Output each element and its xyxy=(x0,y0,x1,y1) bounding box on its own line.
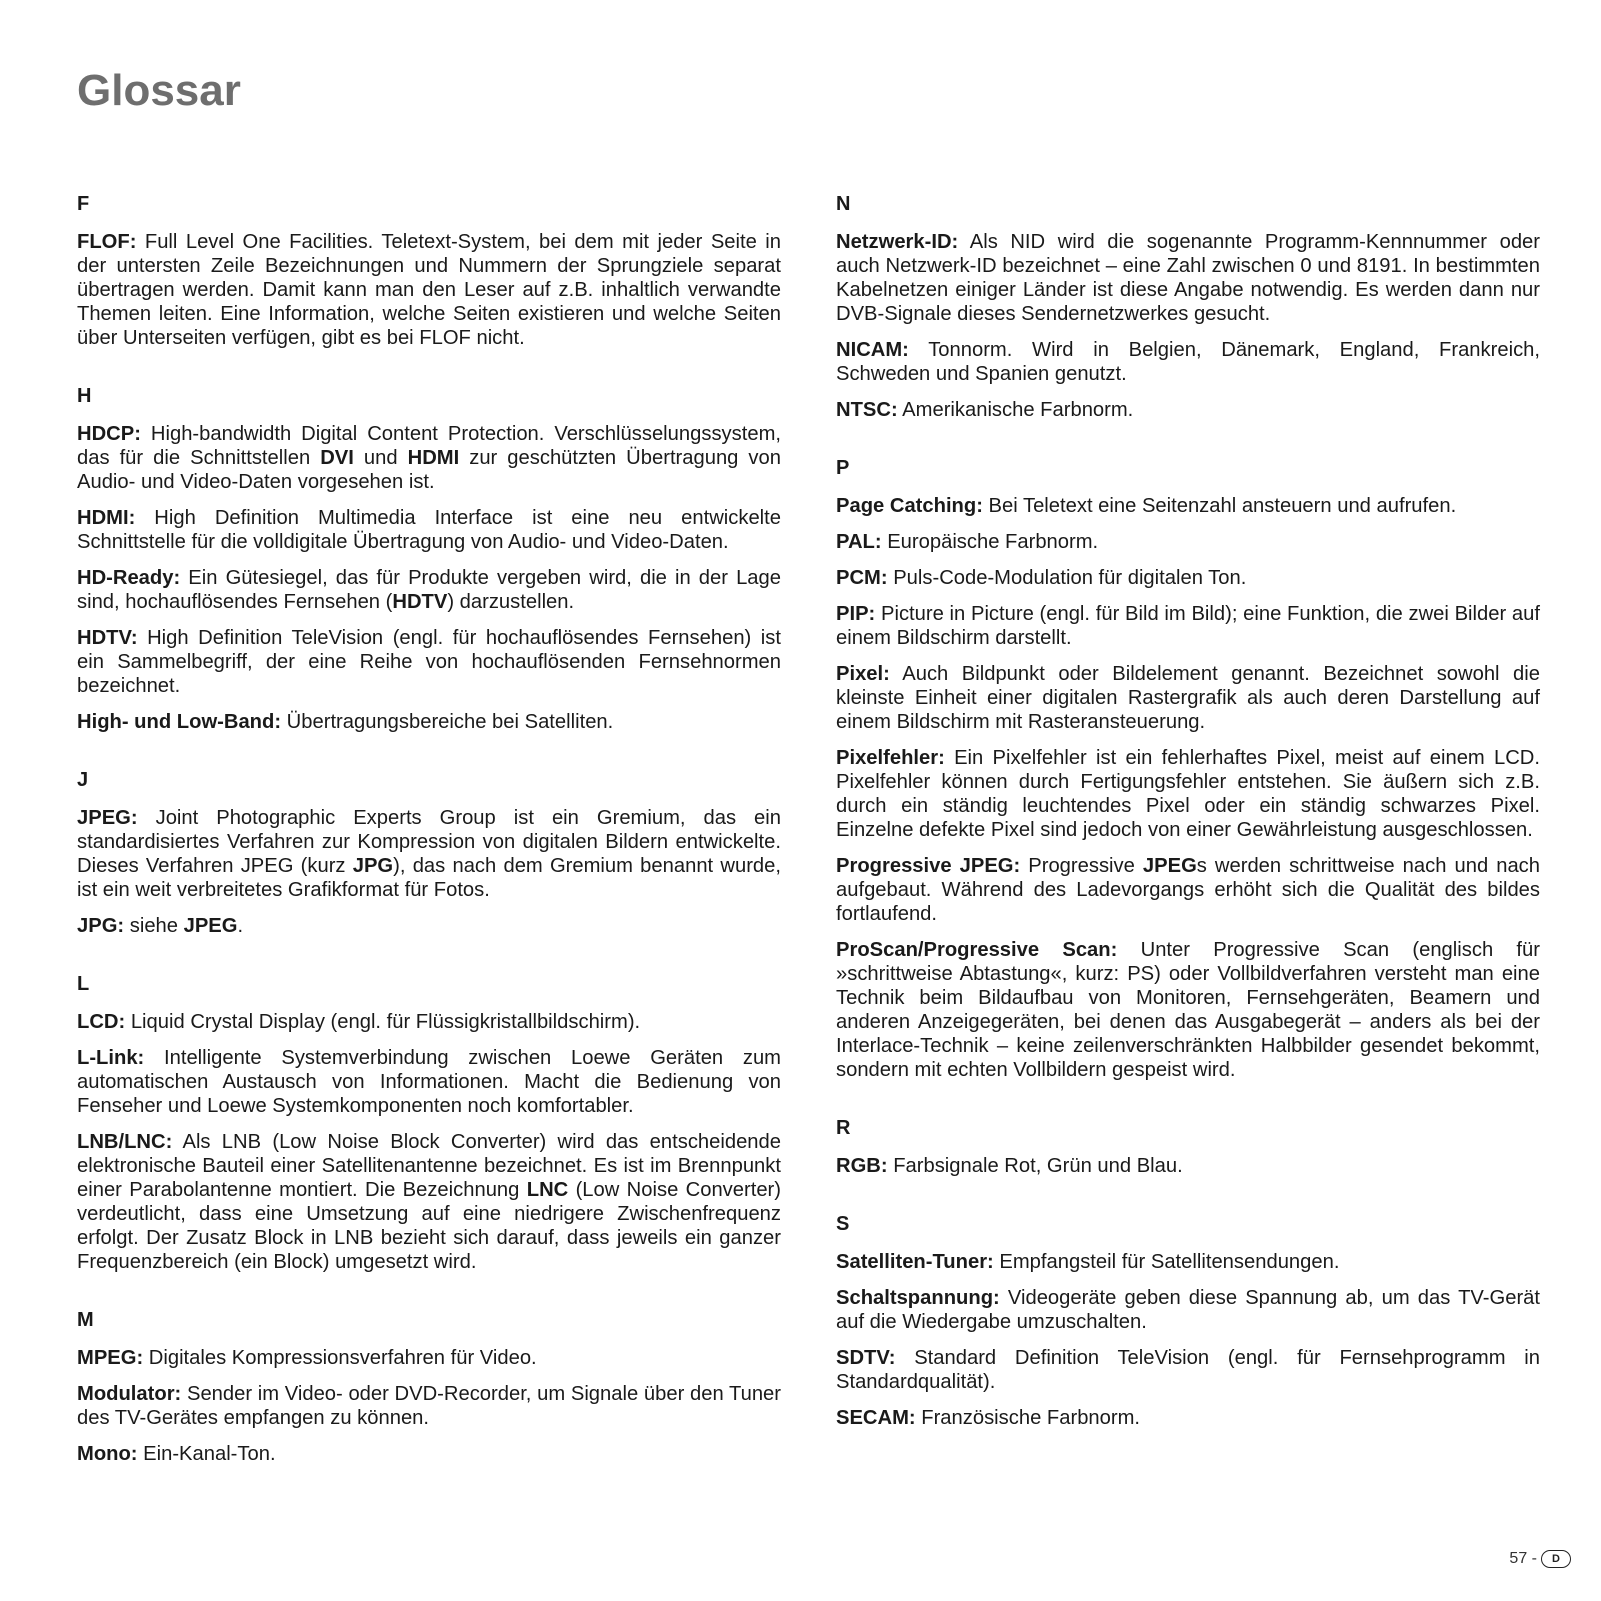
glossary-entry xyxy=(836,1346,1540,1394)
glossary-definition: Full Level One Facilities. Teletext-System, bei dem mit jeder Seite in der untersten Zeile Bezeichnungen und Nummern der Sprungziele separat übertragen werden. Damit kann man den Leser auf z.B. inhaltlich verwandte Themen leiten. Eine Information, welche Seiten existieren und welche Seiten über Unterseiten verfügen, gibt es bei FLOF nicht. xyxy=(77,231,781,349)
glossary-term: LNB/LNC: xyxy=(77,1131,173,1153)
glossary-definition: zur geschützten Übertragung von Audio- und Video-Daten vorgesehen ist. xyxy=(77,447,781,493)
section-letter: P xyxy=(836,457,850,479)
glossary-term: SDTV: xyxy=(836,1347,896,1369)
glossary-entry xyxy=(836,566,1540,590)
glossary-definition: Unter Progressive Scan (englisch für »schrittweise Abtastung«, kurz: PS) oder Vollbildverfahren versteht man eine Technik beim Bildaufbau von Monitoren, Fernsehgeräten, Beamern und anderen Anzeigegeräten, bei denen das Ausgabegerät – anders als bei der Interlace-Technik – keine zeilenverschränkten Halbbilder gesendet bekommt, sondern mit echten Vollbildern gespeist wird. xyxy=(836,939,1540,1081)
glossary-entry xyxy=(77,566,781,614)
section-letter: F xyxy=(77,193,90,215)
glossary-section xyxy=(77,192,781,350)
glossary-entry xyxy=(77,914,781,938)
glossary-definition: Französische Farbnorm. xyxy=(915,1407,1141,1429)
section-letter: M xyxy=(77,1309,94,1331)
glossary-definition: ), das nach dem Gremium benannt wurde, ist ein weit verbreitetes Grafikformat für Fotos. xyxy=(77,855,781,901)
glossary-definition: Ein Gütesiegel, das für Produkte vergeben wird, die in der Lage sind, hochauflösendes Fernsehen ( xyxy=(77,567,781,613)
glossary-entry xyxy=(836,662,1540,734)
glossary-definition: Progressive xyxy=(1020,855,1143,877)
glossary-keyword: LNC xyxy=(526,1179,569,1201)
glossary-term: LCD: xyxy=(77,1011,126,1033)
glossary-definition: Ein-Kanal-Ton. xyxy=(137,1443,276,1465)
glossary-definition: Europäische Farbnorm. xyxy=(881,531,1099,553)
glossary-entry xyxy=(77,710,781,734)
glossary-definition: Amerikanische Farbnorm. xyxy=(897,399,1134,421)
glossary-keyword: HDTV xyxy=(392,591,448,613)
glossary-definition: Als LNB (Low Noise Block Converter) wird das entscheidende elektronische Bauteil einer Satellitenantenne bezeichnet. Es ist im Brennpunkt einer Parabolantenne montiert. Die Bezeichnung xyxy=(77,1131,781,1201)
glossary-entry xyxy=(836,1250,1540,1274)
glossary-definition: Übertragungsbereiche bei Satelliten. xyxy=(281,711,614,733)
glossary-entry xyxy=(836,854,1540,926)
glossary-term: HDTV: xyxy=(77,627,138,649)
section-letter: L xyxy=(77,973,90,995)
glossary-term: Page Catching: xyxy=(836,495,983,517)
right-column xyxy=(836,192,1540,1464)
glossary-entry xyxy=(77,230,781,350)
glossary-term: MPEG: xyxy=(77,1347,144,1369)
glossary-definition: Videogeräte geben diese Spannung ab, um das TV-Gerät auf die Wiedergabe umzuschalten. xyxy=(836,1287,1540,1333)
glossary-entry xyxy=(77,1442,781,1466)
glossary-definition: (Low Noise Converter) verdeutlicht, dass eine Umsetzung auf eine niedrigere Zwischenfrequenz erfolgt. Der Zusatz Block in LNB bezieht sich darauf, dass jeweils ein ganzer Frequenzbereich (ein Block) umgesetzt wird. xyxy=(77,1179,781,1273)
glossary-term: RGB: xyxy=(836,1155,888,1177)
glossary-definition: . xyxy=(237,915,244,937)
glossary-entry xyxy=(836,398,1540,422)
page-title: Glossar xyxy=(77,66,241,115)
glossary-term: PIP: xyxy=(836,603,876,625)
section-letter: R xyxy=(836,1117,851,1139)
glossary-definition: Auch Bildpunkt oder Bildelement genannt. Bezeichnet sowohl die kleinste Einheit einer digitalen Rastergrafik als auch deren Darstellung auf einem Bildschirm mit Rasteransteuerung. xyxy=(836,663,1540,733)
glossary-keyword: DVI xyxy=(320,447,354,469)
glossary-definition: Bei Teletext eine Seitenzahl ansteuern und aufrufen. xyxy=(982,495,1457,517)
glossary-definition: Standard Definition TeleVision (engl. für Fernsehprogramm in Standardqualität). xyxy=(836,1347,1540,1393)
glossary-definition: Digitales Kompressionsverfahren für Video. xyxy=(143,1347,537,1369)
glossary-term: JPG: xyxy=(77,915,125,937)
glossary-term: HD-Ready: xyxy=(77,567,181,589)
glossary-section xyxy=(77,1308,781,1466)
glossary-definition: High-bandwidth Digital Content Protection. Verschlüsselungssystem, das für die Schnittstellen xyxy=(77,423,781,469)
glossary-term: Pixelfehler: xyxy=(836,747,945,769)
glossary-term: High- und Low-Band: xyxy=(77,711,282,733)
glossary-definition: Liquid Crystal Display (engl. für Flüssigkristallbildschirm). xyxy=(125,1011,641,1033)
glossary-entry xyxy=(836,494,1540,518)
glossary-definition: Tonnorm. Wird in Belgien, Dänemark, England, Frankreich, Schweden und Spanien genutzt. xyxy=(836,339,1540,385)
glossary-term: SECAM: xyxy=(836,1407,916,1429)
glossary-term: Modulator: xyxy=(77,1383,182,1405)
glossary-section xyxy=(836,192,1540,422)
glossary-definition: High Definition TeleVision (engl. für hochauflösendes Fernsehen) ist ein Sammelbegriff, der eine Reihe von hochauflösenden Fernsehnormen bezeichnet. xyxy=(77,627,781,697)
glossary-keyword: HDMI xyxy=(407,447,460,469)
glossary-term: JPEG: xyxy=(77,807,138,829)
glossary-entry xyxy=(77,1046,781,1118)
glossary-term: PAL: xyxy=(836,531,882,553)
glossary-term: PCM: xyxy=(836,567,888,589)
glossary-section xyxy=(836,1116,1540,1178)
glossary-definition: Joint Photographic Experts Group ist ein Gremium, das ein standardisiertes Verfahren zur Kompression von digitalen Bildern entwickelte. Dieses Verfahren JPEG (kurz xyxy=(77,807,781,877)
glossary-definition: Empfangsteil für Satellitensendungen. xyxy=(993,1251,1340,1273)
glossary-term: Pixel: xyxy=(836,663,890,685)
glossary-term: L-Link: xyxy=(77,1047,145,1069)
glossary-entry xyxy=(836,938,1540,1082)
glossary-term: HDMI: xyxy=(77,507,136,529)
glossary-entry xyxy=(836,746,1540,842)
glossary-definition: Picture in Picture (engl. für Bild im Bild); eine Funktion, die zwei Bilder auf einem Bildschirm darstellt. xyxy=(836,603,1540,649)
glossary-term: HDCP: xyxy=(77,423,141,445)
page-number: 57 - xyxy=(1509,1550,1537,1567)
language-badge: D xyxy=(1541,1550,1571,1568)
glossary-definition: und xyxy=(353,447,408,469)
glossary-keyword: JPG xyxy=(352,855,394,877)
glossary-section xyxy=(836,456,1540,1082)
glossary-definition: Ein Pixelfehler ist ein fehlerhaftes Pixel, meist auf einem LCD. Pixelfehler können durch Fertigungsfehler entstehen. Sie äußern sich z.B. durch ein ständig leuchtendes Pixel oder ein ständig schwarzes Pixel. Einzelne defekte Pixel sind jedoch von einer Gewährleistung ausgeschlossen. xyxy=(836,747,1540,841)
glossary-entry xyxy=(77,1130,781,1274)
glossary-entry xyxy=(836,230,1540,326)
page-footer xyxy=(1509,1550,1571,1568)
glossary-entry xyxy=(77,806,781,902)
glossary-term: Mono: xyxy=(77,1443,138,1465)
glossary-term: Schaltspannung: xyxy=(836,1287,1000,1309)
section-letter: N xyxy=(836,193,851,215)
glossary-definition: Farbsignale Rot, Grün und Blau. xyxy=(887,1155,1183,1177)
glossary-term: NTSC: xyxy=(836,399,898,421)
glossary-definition: siehe xyxy=(124,915,184,937)
section-letter: S xyxy=(836,1213,850,1235)
glossary-definition: Puls-Code-Modulation für digitalen Ton. xyxy=(887,567,1247,589)
glossary-definition: ) darzustellen. xyxy=(447,591,575,613)
glossary-definition: Als NID wird die sogenannte Programm-Kennnummer oder auch Netzwerk-ID bezeichnet – eine Zahl zwischen 0 und 8191. In bestimmten Kabelnetzen einiger Länder ist diese Angabe notwendig. Es werden dann nur DVB-Signale dieses Sendernetzwerkes gesucht. xyxy=(836,231,1540,325)
glossary-definition: Intelligente Systemverbindung zwischen Loewe Geräten zum automatischen Austausch von Informationen. Macht die Bedienung von Fenseher und Loewe Systemkomponenten noch komfortabler. xyxy=(77,1047,781,1117)
glossary-entry xyxy=(836,338,1540,386)
glossary-term: Progressive JPEG: xyxy=(836,855,1021,877)
glossary-definition: s werden schrittweise nach und nach aufgebaut. Während des Ladevorgangs erhöht sich die Qualität des bildes fortlaufend. xyxy=(836,855,1540,925)
left-column xyxy=(77,192,781,1500)
glossary-entry xyxy=(836,1154,1540,1178)
glossary-term: NICAM: xyxy=(836,339,909,361)
glossary-term: Satelliten-Tuner: xyxy=(836,1251,994,1273)
glossary-entry xyxy=(77,1010,781,1034)
glossary-section xyxy=(77,384,781,734)
glossary-keyword: JPEG xyxy=(1142,855,1197,877)
section-letter: J xyxy=(77,769,89,791)
glossary-section xyxy=(836,1212,1540,1430)
glossary-section xyxy=(77,972,781,1274)
glossary-entry xyxy=(77,1346,781,1370)
glossary-entry xyxy=(77,506,781,554)
glossary-entry xyxy=(77,422,781,494)
glossary-entry xyxy=(836,1406,1540,1430)
section-letter: H xyxy=(77,385,92,407)
glossary-entry xyxy=(836,602,1540,650)
glossary-entry xyxy=(77,626,781,698)
glossary-term: ProScan/Progressive Scan: xyxy=(836,939,1118,961)
glossary-term: FLOF: xyxy=(77,231,137,253)
glossary-keyword: JPEG xyxy=(183,915,238,937)
glossary-definition: High Definition Multimedia Interface ist eine neu entwickelte Schnittstelle für die volldigitale Übertragung von Audio- und Video-Daten. xyxy=(77,507,781,553)
glossary-entry xyxy=(836,530,1540,554)
glossary-entry xyxy=(77,1382,781,1430)
glossary-section xyxy=(77,768,781,938)
glossary-entry xyxy=(836,1286,1540,1334)
glossary-definition: Sender im Video- oder DVD-Recorder, um Signale über den Tuner des TV-Gerätes empfangen zu können. xyxy=(77,1383,781,1429)
glossary-term: Netzwerk-ID: xyxy=(836,231,959,253)
